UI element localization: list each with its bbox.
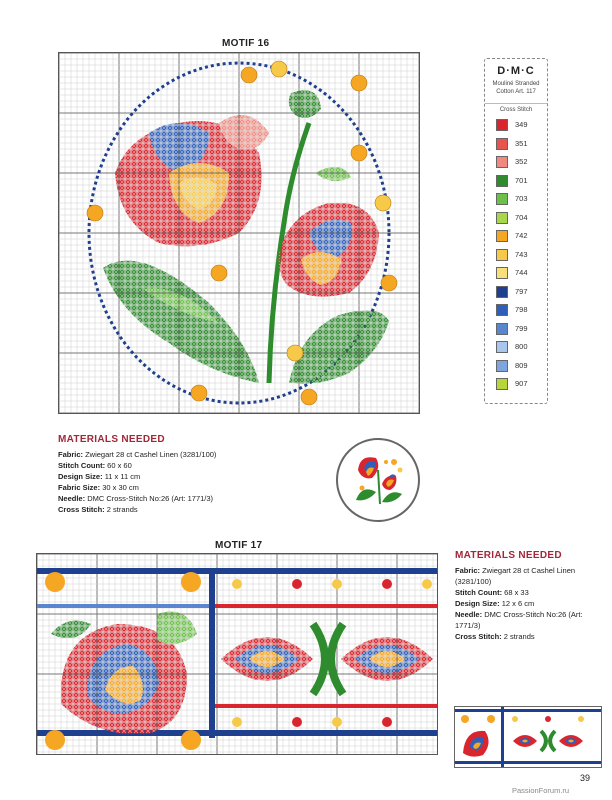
motif-17-preview [454, 706, 602, 768]
dmc-subtitle-line-2: Cotton Art. 117 [496, 88, 536, 95]
materials-key: Fabric: [58, 450, 86, 459]
materials-line [455, 631, 605, 642]
dmc-subtitle [485, 81, 547, 96]
thread-352 [496, 156, 544, 170]
materials-key: Fabric Size: [58, 483, 103, 492]
thread-799 [496, 323, 544, 337]
materials-value: 2 strands [503, 632, 535, 641]
materials-value: DMC Cross-Stitch No:26 (Art: 1771/3) [455, 610, 583, 630]
materials-line [455, 609, 605, 631]
materials-key: Needle: [58, 494, 88, 503]
motif-16-chart [58, 52, 420, 414]
thread-code: 349 [515, 120, 528, 129]
materials-key: Cross Stitch: [455, 632, 504, 641]
materials-line [58, 482, 318, 493]
thread-744 [496, 267, 544, 281]
materials-key: Cross Stitch: [58, 505, 107, 514]
materials-line [58, 504, 318, 515]
thread-351 [496, 138, 544, 152]
thread-code: 703 [515, 194, 528, 203]
materials-key: Design Size: [58, 472, 105, 481]
dmc-subtitle-line-1: Mouliné Stranded [492, 81, 540, 87]
thread-code: 351 [515, 138, 528, 148]
thread-swatch [496, 286, 508, 298]
materials-line [455, 565, 605, 587]
thread-349 [496, 119, 544, 133]
materials-line [58, 493, 318, 504]
materials-key: Design Size: [455, 599, 502, 608]
thread-743 [496, 249, 544, 263]
thread-907 [496, 378, 544, 392]
thread-800 [496, 341, 544, 355]
thread-code: 798 [515, 305, 528, 314]
thread-code: 809 [515, 360, 528, 370]
thread-code: 744 [515, 268, 528, 277]
thread-code: 743 [515, 249, 528, 259]
thread-742 [496, 230, 544, 244]
materials-line [455, 598, 605, 609]
legend-section-title: Cross Stitch [485, 103, 547, 113]
motif-16-preview-art [338, 440, 418, 520]
materials-list [455, 565, 605, 642]
materials-line [455, 587, 605, 598]
thread-swatch [496, 249, 508, 261]
thread-798 [496, 304, 544, 318]
thread-swatch [496, 323, 508, 335]
thread-swatch [496, 193, 508, 205]
thread-swatch [496, 212, 508, 224]
motif-16-materials [58, 434, 318, 515]
thread-809 [496, 360, 544, 374]
materials-key: Needle: [455, 610, 485, 619]
materials-value: Zwiegart 28 ct Cashel Linen (3281/100) [455, 566, 576, 586]
dmc-logo: D·M·C [497, 65, 535, 77]
thread-swatch [496, 175, 508, 187]
materials-key: Stitch Count: [455, 588, 505, 597]
materials-line [58, 449, 318, 460]
materials-value: 11 x 11 cm [104, 472, 141, 481]
page-number: 39 [580, 773, 591, 783]
thread-code: 352 [515, 157, 528, 166]
motif-17-materials [455, 550, 605, 642]
thread-swatch [496, 378, 508, 390]
thread-code: 704 [515, 212, 528, 222]
thread-code: 800 [515, 342, 528, 351]
materials-heading: MATERIALS NEEDED [58, 434, 165, 445]
watermark: PassionForum.ru [512, 786, 570, 795]
materials-value: 68 x 33 [504, 588, 529, 597]
thread-swatch [496, 304, 508, 316]
materials-line [58, 460, 318, 471]
materials-value: 12 x 6 cm [501, 599, 535, 608]
thread-797 [496, 286, 544, 300]
thread-swatch [496, 119, 508, 131]
thread-swatch [496, 267, 508, 279]
thread-swatch [496, 156, 508, 168]
thread-703 [496, 193, 544, 207]
thread-swatch [496, 341, 508, 353]
materials-value: Zwiegart 28 ct Cashel Linen (3281/100) [85, 450, 217, 459]
thread-701 [496, 175, 544, 189]
thread-code: 797 [515, 286, 528, 296]
thread-code: 799 [515, 323, 528, 333]
materials-value: DMC Cross-Stitch No:26 (Art: 1771/3) [87, 494, 214, 503]
motif-16-preview [336, 438, 420, 522]
materials-value: 30 x 30 cm [102, 483, 139, 492]
materials-list [58, 449, 318, 515]
thread-swatch [496, 230, 508, 242]
materials-value: 2 strands [106, 505, 138, 514]
motif-16-title: MOTIF 16 [222, 38, 270, 49]
motif-17-chart [36, 553, 438, 755]
materials-value: 60 x 60 [107, 461, 132, 470]
motif-17-grid [37, 554, 437, 754]
thread-code: 907 [515, 379, 528, 388]
thread-swatch [496, 360, 508, 372]
thread-704 [496, 212, 544, 226]
materials-key: Stitch Count: [58, 461, 108, 470]
motif-17-title: MOTIF 17 [215, 540, 263, 551]
materials-heading: MATERIALS NEEDED [455, 550, 562, 561]
materials-key: Fabric: [455, 566, 483, 575]
materials-line [58, 471, 318, 482]
thread-swatch [496, 138, 508, 150]
motif-17-preview-art [455, 707, 601, 767]
thread-code: 742 [515, 231, 528, 240]
thread-legend [484, 58, 548, 404]
motif-16-grid [59, 53, 419, 413]
thread-code: 701 [515, 175, 528, 185]
